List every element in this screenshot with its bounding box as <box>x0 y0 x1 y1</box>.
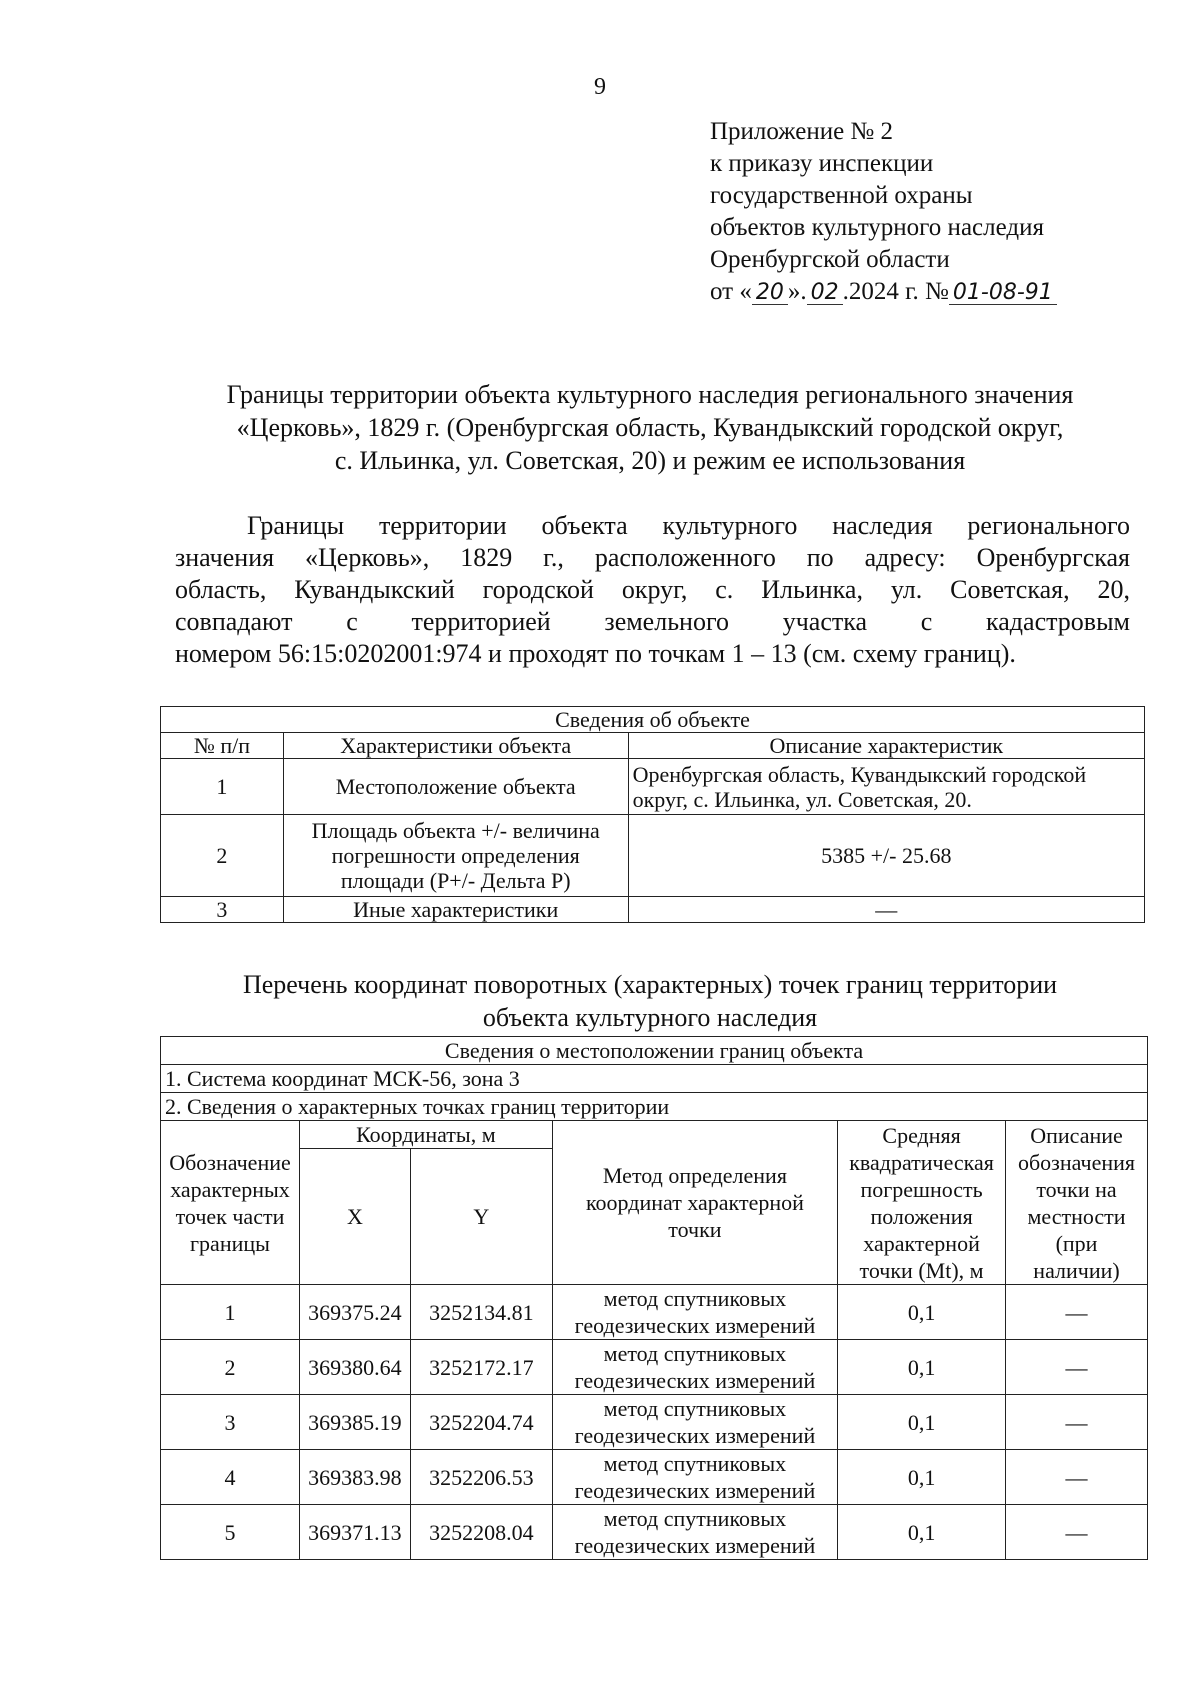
table-row <box>161 1285 1148 1340</box>
error-value: 0,1 <box>838 1450 1006 1505</box>
error-value: 0,1 <box>838 1395 1006 1450</box>
column-header-method: Метод определения координат характерной точки <box>552 1121 837 1285</box>
coordinates-title <box>160 968 1140 1034</box>
coordinate-system: 1. Система координат МСК-56, зона 3 <box>161 1065 1148 1093</box>
method: метод спутниковых геодезических измерений <box>552 1505 837 1560</box>
method: метод спутниковых геодезических измерений <box>552 1450 837 1505</box>
table-row <box>161 815 1145 897</box>
coordinate-system-row <box>161 1065 1148 1093</box>
column-header-coords: Координаты, м <box>299 1121 552 1149</box>
appendix-date-line <box>710 276 1170 308</box>
error-value: 0,1 <box>838 1285 1006 1340</box>
table-row <box>161 1395 1148 1450</box>
table-row <box>161 897 1145 923</box>
method: метод спутниковых геодезических измерений <box>552 1285 837 1340</box>
characteristic-value: — <box>628 897 1144 923</box>
column-header-error: Средняя квадратическая погрешность положения характерной точки (Mt), м <box>838 1121 1006 1285</box>
body-paragraph <box>175 510 1130 670</box>
point-number: 2 <box>161 1340 300 1395</box>
row-number: 2 <box>161 815 284 897</box>
description: — <box>1006 1395 1148 1450</box>
table-caption: Сведения о местоположении границ объекта <box>161 1037 1148 1065</box>
order-number-handwritten: 01-08-91 <box>949 282 1057 305</box>
coord-x: 369383.98 <box>299 1450 410 1505</box>
appendix-line: объектов культурного наследия <box>710 214 1044 241</box>
characteristic-name: Местоположение объекта <box>283 759 628 815</box>
title-line: «Церковь», 1829 г. (Оренбургская область, Кувандыкский городской округ, <box>236 413 1064 442</box>
paragraph-line: значения «Церковь», 1829 г., расположенного по адресу: Оренбургская <box>175 543 1130 572</box>
coord-y: 3252172.17 <box>410 1340 552 1395</box>
characteristic-name: Площадь объекта +/- величина погрешности определения площади (Р+/- Дельта Р) <box>283 815 628 897</box>
title-line: Перечень координат поворотных (характерных) точек границ территории <box>242 970 1058 999</box>
column-header-y: Y <box>410 1149 552 1285</box>
method: метод спутниковых геодезических измерений <box>552 1395 837 1450</box>
object-info-table <box>160 706 1145 923</box>
table-caption-row <box>161 1037 1148 1065</box>
date-month-handwritten: 02 <box>807 282 843 305</box>
table-row <box>161 1505 1148 1560</box>
coord-y: 3252208.04 <box>410 1505 552 1560</box>
table-row <box>161 1340 1148 1395</box>
appendix-line: Приложение № 2 <box>710 118 894 145</box>
date-day-handwritten: 20 <box>752 282 788 305</box>
paragraph-line: номером 56:15:0202001:974 и проходят по точкам 1 – 13 (см. схему границ). <box>175 639 1016 668</box>
point-number: 1 <box>161 1285 300 1340</box>
row-number: 3 <box>161 897 284 923</box>
point-number: 5 <box>161 1505 300 1560</box>
characteristic-name: Иные характеристики <box>283 897 628 923</box>
column-header-description: Описание обозначения точки на местности (при наличии) <box>1006 1121 1148 1285</box>
point-number: 3 <box>161 1395 300 1450</box>
coord-x: 369385.19 <box>299 1395 410 1450</box>
coord-x: 369371.13 <box>299 1505 410 1560</box>
paragraph-line: область, Кувандыкский городской округ, с. Ильинка, ул. Советская, 20, <box>175 575 1130 604</box>
coord-x: 369380.64 <box>299 1340 410 1395</box>
section-label: 2. Сведения о характерных точках границ территории <box>161 1093 1148 1121</box>
description: — <box>1006 1285 1148 1340</box>
column-header: Характеристики объекта <box>283 733 628 759</box>
characteristic-value: 5385 +/- 25.68 <box>628 815 1144 897</box>
table-row <box>161 1450 1148 1505</box>
table-caption: Сведения об объекте <box>161 707 1145 733</box>
method: метод спутниковых геодезических измерений <box>552 1340 837 1395</box>
coord-x: 369375.24 <box>299 1285 410 1340</box>
description: — <box>1006 1450 1148 1505</box>
column-header: № п/п <box>161 733 284 759</box>
point-number: 4 <box>161 1450 300 1505</box>
row-number: 1 <box>161 759 284 815</box>
table-caption-row <box>161 707 1145 733</box>
column-header-point: Обозначение характерных точек части границы <box>161 1121 300 1285</box>
coord-y: 3252204.74 <box>410 1395 552 1450</box>
date-year: .2024 г. № <box>842 278 949 305</box>
coord-y: 3252206.53 <box>410 1450 552 1505</box>
date-separator: ». <box>787 278 807 305</box>
paragraph-line: совпадают с территорией земельного участка с кадастровым <box>175 607 1130 636</box>
description: — <box>1006 1505 1148 1560</box>
document-title <box>160 378 1140 477</box>
table-header-row <box>161 733 1145 759</box>
page-number: 9 <box>594 74 606 100</box>
table-row <box>161 759 1145 815</box>
column-header-x: X <box>299 1149 410 1285</box>
title-line: Границы территории объекта культурного наследия регионального значения <box>226 380 1074 409</box>
appendix-line: государственной охраны <box>710 182 973 209</box>
error-value: 0,1 <box>838 1340 1006 1395</box>
characteristic-value: Оренбургская область, Кувандыкский городской округ, с. Ильинка, ул. Советская, 20. <box>628 759 1144 815</box>
table-header-row <box>161 1121 1148 1149</box>
column-header: Описание характеристик <box>628 733 1144 759</box>
appendix-line: Оренбургской области <box>710 246 950 273</box>
appendix-block <box>710 116 1170 308</box>
coordinates-table <box>160 1036 1148 1560</box>
paragraph-line: Границы территории объекта культурного наследия регионального <box>247 511 1130 540</box>
description: — <box>1006 1340 1148 1395</box>
coord-y: 3252134.81 <box>410 1285 552 1340</box>
error-value: 0,1 <box>838 1505 1006 1560</box>
date-prefix: от « <box>710 278 752 305</box>
title-line: объекта культурного наследия <box>482 1003 818 1032</box>
appendix-line: к приказу инспекции <box>710 150 934 177</box>
title-line: с. Ильинка, ул. Советская, 20) и режим ее использования <box>334 446 966 475</box>
section-row <box>161 1093 1148 1121</box>
